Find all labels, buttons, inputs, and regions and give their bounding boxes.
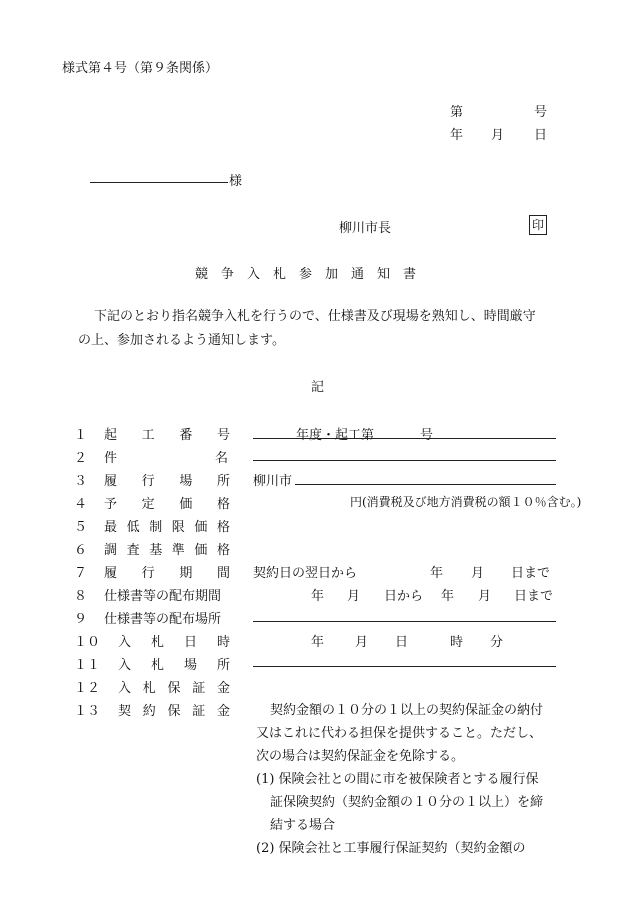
item-label-char: 最 (104, 520, 118, 535)
item-label-char: 定 (141, 497, 155, 512)
deposit-line-5: 証保険契約（契約金額の１０分の１以上）を締 (270, 795, 544, 810)
item-number: １１ (74, 658, 101, 673)
item-label-char: 証 (192, 681, 206, 696)
item-label: 仕様書等の配布期間 (104, 589, 222, 604)
document-title: 競 争 入 札 参 加 通 知 書 (195, 267, 417, 282)
item-label-char: 格 (216, 543, 230, 558)
date-day-label: 日 (534, 128, 548, 143)
seal-mark: 印 (529, 215, 547, 235)
item-label-char: 証 (192, 704, 206, 719)
item-label-char: 日 (183, 635, 197, 650)
item-label-char: 低 (126, 520, 140, 535)
item-label (104, 493, 230, 512)
item8-month2: 月 (478, 589, 492, 604)
item-label-char: 限 (171, 520, 185, 535)
sender-name: 柳川市長 (339, 221, 392, 236)
item-label-char: 行 (141, 474, 155, 489)
item-label-char: 場 (183, 658, 197, 673)
intro-line-1: 下記のとおり指名競争入札を行うので、仕様書及び現場を熟知し、時間厳守 (94, 309, 536, 324)
item-label-char: 入 (118, 635, 132, 650)
item-label-char: 札 (150, 658, 164, 673)
item4-note: 円(消費税及び地方消費税の額１０％含む。) (350, 495, 582, 509)
deposit-line-7: (2) 保険会社と工事履行保証契約（契約金額の (256, 841, 526, 856)
item-label (104, 424, 230, 443)
ki-heading: 記 (311, 380, 325, 395)
item8-from: 日から (384, 589, 424, 604)
item-label-char: 価 (179, 497, 193, 512)
item-number: ６ (74, 543, 88, 558)
item-label-char: 時 (216, 635, 230, 650)
item3-line (295, 484, 556, 485)
item10-hour: 時 (450, 635, 464, 650)
form-id: 様式第４号（第９条関係） (62, 61, 219, 76)
item-label-char: 期 (179, 566, 193, 581)
item-label-char: 札 (142, 681, 156, 696)
item10-minute: 分 (490, 635, 504, 650)
item-label-char: 査 (126, 543, 140, 558)
item-label-char: 番 (179, 428, 193, 443)
item8-until: 日まで (514, 589, 554, 604)
item-label (104, 447, 228, 466)
item-label (104, 562, 230, 581)
number-label-dai: 第 (450, 105, 464, 120)
deposit-line-3: 次の場合は契約保証金を免除する。 (256, 749, 465, 764)
item-label-char: 金 (216, 704, 230, 719)
item7-month: 月 (471, 566, 485, 581)
item-label-char: 入 (118, 658, 132, 673)
addressee-suffix: 様 (229, 174, 243, 189)
item-label-char: 格 (216, 520, 230, 535)
item-number: １ (74, 428, 88, 443)
item-label-char: 入 (118, 681, 132, 696)
date-year-label: 年 (450, 128, 464, 143)
date-month-label: 月 (491, 128, 505, 143)
addressee-line (90, 182, 228, 183)
item7-year: 年 (430, 566, 444, 581)
item-label-char: 基 (149, 543, 163, 558)
deposit-line-1: 契約金額の１０分の１以上の契約保証金の納付 (270, 703, 544, 718)
item-label-char: 起 (104, 428, 118, 443)
item9-line (253, 621, 556, 622)
item-label-char: 制 (149, 520, 163, 535)
item-label-char: 工 (141, 428, 155, 443)
item-label-char: 予 (104, 497, 118, 512)
item-label-char: 履 (104, 566, 118, 581)
item-number: ５ (74, 520, 88, 535)
item-label-char: 金 (216, 681, 230, 696)
item3-prefix: 柳川市 (253, 474, 293, 489)
item-label-char: 行 (141, 566, 155, 581)
item-number: ７ (74, 566, 88, 581)
item8-month1: 月 (347, 589, 361, 604)
item11-line (253, 666, 556, 667)
item-number: １３ (74, 704, 101, 719)
item7-until: 日まで (511, 566, 551, 581)
item8-year2: 年 (441, 589, 455, 604)
item-number: ８ (74, 589, 88, 604)
item-label (104, 470, 230, 489)
item1-go: 号 (420, 428, 434, 443)
item-label-char: 契 (118, 704, 132, 719)
item-label (104, 539, 230, 558)
item8-year1: 年 (311, 589, 325, 604)
deposit-line-6: 結する場合 (270, 818, 336, 833)
item-label-char: 所 (216, 658, 230, 673)
item-label (118, 654, 230, 673)
item-label-char: 名 (214, 451, 228, 466)
item-label-char: 価 (194, 520, 208, 535)
item-label: 仕様書等の配布場所 (104, 612, 222, 627)
item-label-char: 札 (150, 635, 164, 650)
number-label-go: 号 (534, 105, 548, 120)
item-label-char: 調 (104, 543, 118, 558)
item-label (118, 700, 230, 719)
item7-prefix: 契約日の翌日から (253, 566, 358, 581)
item2-line (253, 460, 556, 461)
item-label-char: 場 (179, 474, 193, 489)
item-label-char: 号 (216, 428, 230, 443)
item-number: ２ (74, 451, 88, 466)
item1-nendo: 年度・起工第 (296, 428, 375, 443)
item-number: ４ (74, 497, 88, 512)
item-label-char: 準 (171, 543, 185, 558)
deposit-line-4: (1) 保険会社との間に市を被保険者とする履行保 (256, 772, 539, 787)
item10-day: 日 (395, 635, 409, 650)
item10-month: 月 (355, 635, 369, 650)
item-label-char: 保 (167, 681, 181, 696)
item-number: １０ (74, 635, 101, 650)
item-number: ９ (74, 612, 88, 627)
item10-year: 年 (311, 635, 325, 650)
item-label-char: 所 (216, 474, 230, 489)
intro-line-2: の上、参加されるよう通知します。 (78, 333, 285, 348)
deposit-line-2: 又はこれに代わる担保を提供すること。ただし、 (256, 726, 543, 741)
item-label-char: 履 (104, 474, 118, 489)
item-number: １２ (74, 681, 101, 696)
item-label (104, 516, 230, 535)
item-label-char: 格 (216, 497, 230, 512)
item-label-char: 保 (167, 704, 181, 719)
item-label-char: 件 (104, 451, 118, 466)
item-number: ３ (74, 474, 88, 489)
item-label (118, 631, 230, 650)
item-label-char: 価 (194, 543, 208, 558)
item-label-char: 約 (142, 704, 156, 719)
item-label-char: 間 (216, 566, 230, 581)
item-label (118, 677, 230, 696)
item1-line (253, 438, 556, 439)
